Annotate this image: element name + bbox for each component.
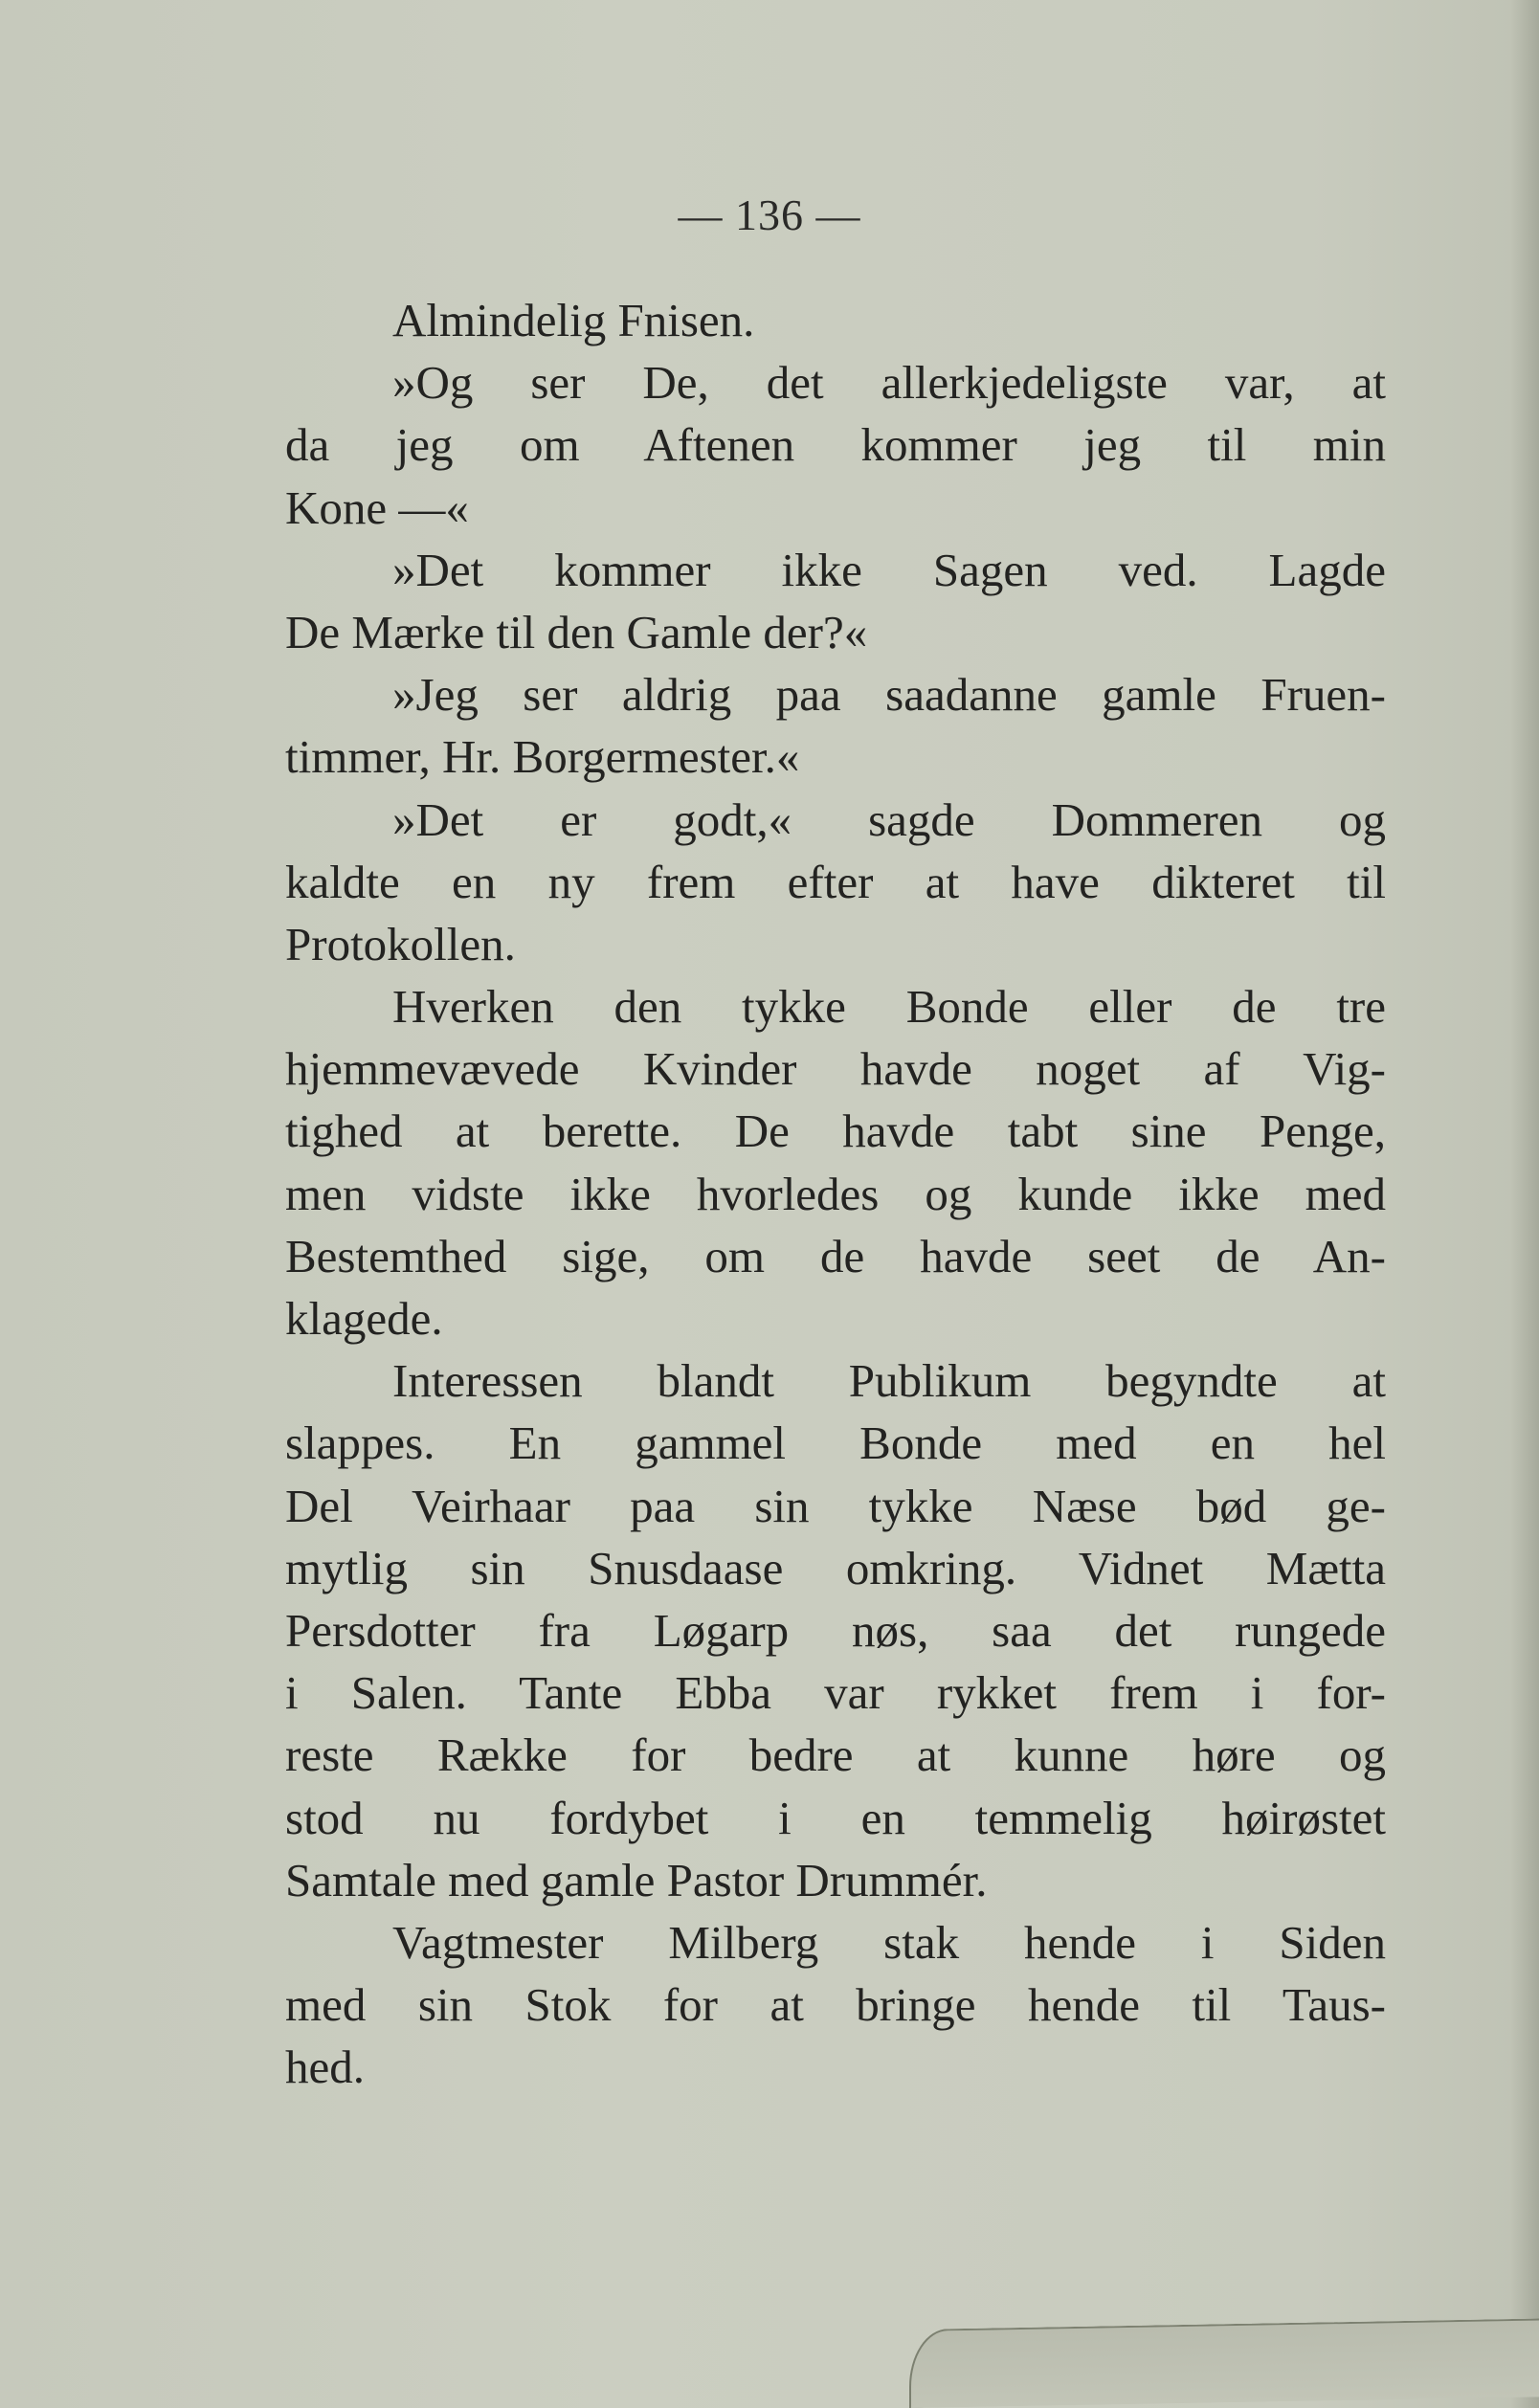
text-line: tighed at berette. De havde tabt sine Penge, [285,1104,1386,1158]
text-line: De Mærke til den Gamle der?« [285,605,868,658]
text-line: »Det er godt,« sagde Dommeren og [392,792,1386,846]
text-line: i Salen. Tante Ebba var rykket frem i for- [285,1666,1386,1720]
text-line: Bestemthed sige, om de havde seet de An- [285,1229,1386,1282]
page-edge-shadow [1510,0,1539,2408]
text-line: »Jeg ser aldrig paa saadanne gamle Fruen- [392,668,1386,722]
text-line: slappes. En gammel Bonde med en hel [285,1416,1386,1470]
body-text [285,289,1386,2098]
text-line: Samtale med gamle Pastor Drummér. [285,1853,988,1906]
text-line: hjemmevævede Kvinder havde noget af Vig- [285,1042,1386,1096]
text-line: Hverken den tykke Bonde eller de tre [392,980,1386,1034]
text-line: Persdotter fra Løgarp nøs, saa det rungede [285,1603,1386,1657]
text-line: Interessen blandt Publikum begyndte at [392,1354,1386,1408]
text-line: stod nu fordybet i en temmelig høirøstet [285,1791,1386,1844]
text-line: kaldte en ny frem efter at have dikteret til [285,855,1386,908]
page-number: — 136 — [678,190,861,239]
text-line: hed. [285,2040,365,2094]
text-line: »Det kommer ikke Sagen ved. Lagde [392,543,1386,596]
text-line: Almindelig Fnisen. [392,294,755,346]
page-corner-curl [909,2318,1539,2408]
text-line: Kone —« [285,480,469,534]
text-line: men vidste ikke hvorledes og kunde ikke med [285,1167,1386,1220]
text-line: klagede. [285,1292,443,1345]
text-line: reste Række for bedre at kunne høre og [285,1728,1386,1782]
text-line: mytlig sin Snusdaase omkring. Vidnet Mætta [285,1541,1386,1594]
text-line: Protokollen. [285,917,516,970]
text-line: timmer, Hr. Borgermester.« [285,730,800,784]
text-line: med sin Stok for at bringe hende til Taus- [285,1978,1386,2032]
text-line: Vagtmester Milberg stak hende i Siden [392,1915,1386,1969]
text-line: da jeg om Aftenen kommer jeg til min [285,418,1386,472]
text-line: »Og ser De, det allerkjedeligste var, at [392,356,1386,410]
text-line: Del Veirhaar paa sin tykke Næse bød ge- [285,1479,1386,1532]
